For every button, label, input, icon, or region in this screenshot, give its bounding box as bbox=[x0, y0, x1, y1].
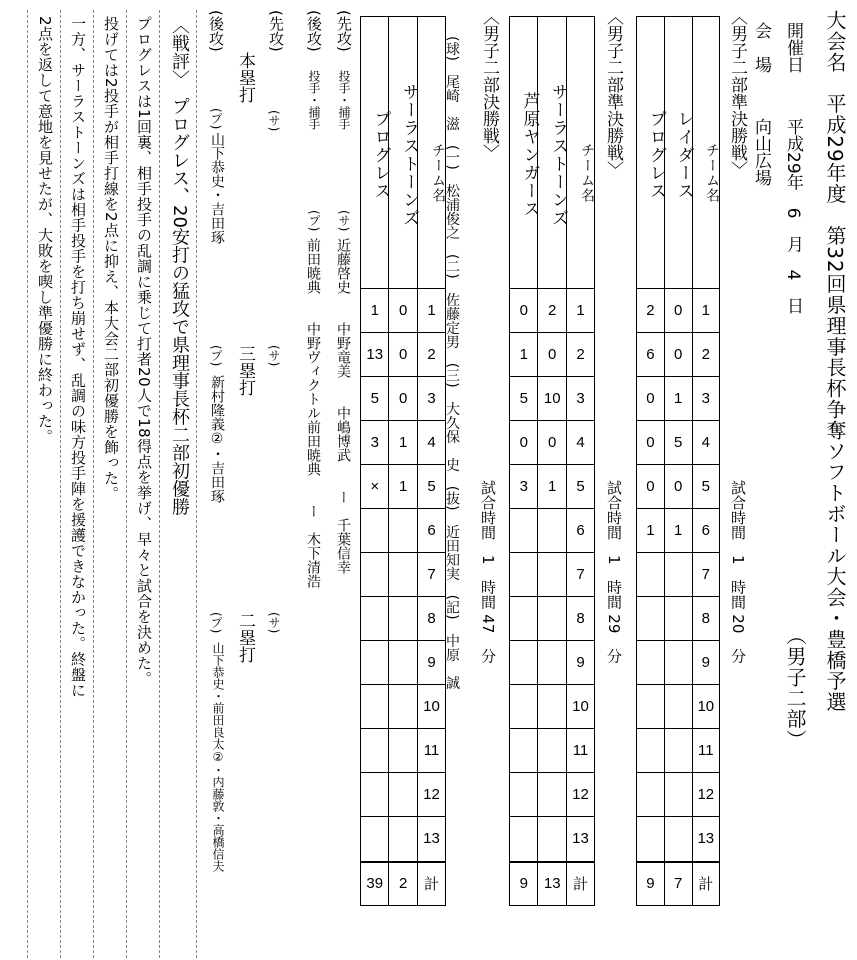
inning-label: 12 bbox=[566, 772, 594, 816]
inning-label: 7 bbox=[417, 552, 445, 596]
game1-title: 〈男子二部準決勝戦〉 bbox=[727, 8, 747, 178]
battery-second-list: 前田暁典 中野ヴィクトル前田暁典 ー 木下清浩 bbox=[305, 238, 321, 588]
score-cell: 1 bbox=[361, 289, 389, 333]
inning-label: 5 bbox=[417, 464, 445, 508]
score-cell: 3 bbox=[510, 464, 538, 508]
inning-label: 1 bbox=[566, 289, 594, 333]
inning-label: 6 bbox=[566, 508, 594, 552]
inning-label: 7 bbox=[566, 552, 594, 596]
game1-team2-name: プログレス bbox=[637, 17, 665, 289]
total-cell: 9 bbox=[510, 862, 538, 906]
inning-label: 6 bbox=[417, 508, 445, 552]
inning-label: 12 bbox=[417, 772, 445, 816]
triple-team-second: (プ) bbox=[209, 345, 223, 367]
score-cell: 0 bbox=[637, 464, 665, 508]
inning-label: 13 bbox=[417, 816, 445, 861]
score-cell bbox=[361, 508, 389, 552]
tournament-title: 大会名 平成29年度 第32回県理事長杯争奪ソフトボール大会・豊橋予選 bbox=[823, 10, 847, 713]
score-cell bbox=[538, 640, 566, 684]
score-cell bbox=[510, 728, 538, 772]
inning-label: 2 bbox=[566, 332, 594, 376]
score-cell: 0 bbox=[664, 464, 692, 508]
score-cell bbox=[664, 684, 692, 728]
date-label: 開催日 bbox=[783, 22, 803, 73]
score-cell bbox=[538, 728, 566, 772]
score-cell bbox=[538, 508, 566, 552]
score-cell bbox=[538, 816, 566, 861]
inning-label: 13 bbox=[692, 816, 719, 861]
score-cell: 0 bbox=[637, 420, 665, 464]
triple-title: 三塁打 bbox=[235, 345, 255, 396]
game2-team2-name: 芦原ヤンガース bbox=[510, 17, 538, 289]
score-cell: 5 bbox=[361, 376, 389, 420]
score-cell bbox=[510, 684, 538, 728]
homerun-first-label: (先攻) bbox=[267, 10, 285, 52]
venue-value: 向山広場 bbox=[751, 118, 771, 186]
inning-label: 4 bbox=[566, 420, 594, 464]
score-cell: 3 bbox=[361, 420, 389, 464]
score-cell: 0 bbox=[637, 376, 665, 420]
score-cell: 0 bbox=[389, 332, 417, 376]
battery-first-role: 投手・捕手 bbox=[337, 70, 351, 130]
inning-label: 7 bbox=[692, 552, 719, 596]
total-label: 計 bbox=[417, 862, 445, 906]
game1-time: 試合時間 1 時間 20 分 bbox=[729, 480, 747, 664]
score-cell: 0 bbox=[389, 376, 417, 420]
score-cell bbox=[637, 728, 665, 772]
score-cell: 1 bbox=[664, 376, 692, 420]
divider-line bbox=[60, 10, 61, 958]
divider-line bbox=[93, 10, 94, 958]
score-cell: 0 bbox=[664, 289, 692, 333]
score-cell bbox=[664, 596, 692, 640]
score-cell bbox=[637, 552, 665, 596]
inning-label: 11 bbox=[692, 728, 719, 772]
score-cell bbox=[664, 552, 692, 596]
inning-label: 8 bbox=[692, 596, 719, 640]
score-cell bbox=[389, 508, 417, 552]
game3-title: 〈男子二部決勝戦〉 bbox=[479, 8, 499, 161]
score-cell: 1 bbox=[510, 332, 538, 376]
homerun-first-team: (サ) bbox=[267, 110, 281, 132]
score-cell: 0 bbox=[664, 332, 692, 376]
inning-label: 9 bbox=[692, 640, 719, 684]
score-cell bbox=[637, 640, 665, 684]
score-cell: 0 bbox=[510, 420, 538, 464]
inning-label: 9 bbox=[417, 640, 445, 684]
game2-title: 〈男子二部準決勝戦〉 bbox=[603, 8, 623, 178]
total-cell: 7 bbox=[664, 862, 692, 906]
inning-label: 9 bbox=[566, 640, 594, 684]
score-cell: 1 bbox=[664, 508, 692, 552]
score-cell bbox=[664, 640, 692, 684]
score-cell bbox=[361, 596, 389, 640]
score-cell bbox=[538, 596, 566, 640]
score-cell bbox=[389, 684, 417, 728]
inning-label: 5 bbox=[692, 464, 719, 508]
score-cell bbox=[510, 552, 538, 596]
score-cell bbox=[361, 684, 389, 728]
score-cell: 1 bbox=[389, 464, 417, 508]
total-label: 計 bbox=[566, 862, 594, 906]
double-title: 二塁打 bbox=[235, 612, 255, 663]
triple-list: 新村隆義②・吉田琢 bbox=[209, 375, 225, 503]
game1-scoreboard bbox=[636, 16, 720, 906]
inning-label: 2 bbox=[417, 332, 445, 376]
game2-col-header: チーム名 bbox=[566, 17, 594, 289]
score-cell bbox=[538, 552, 566, 596]
score-cell: 1 bbox=[389, 420, 417, 464]
total-cell: 2 bbox=[389, 862, 417, 906]
homerun-title: 本塁打 bbox=[235, 52, 255, 103]
total-cell: 39 bbox=[361, 862, 389, 906]
score-cell: 6 bbox=[637, 332, 665, 376]
score-cell: × bbox=[361, 464, 389, 508]
score-cell bbox=[664, 772, 692, 816]
game3-team2-name: プログレス bbox=[361, 17, 389, 289]
battery-second-role: 投手・捕手 bbox=[307, 70, 321, 130]
division-label: （男子二部） bbox=[783, 625, 807, 751]
divider-line bbox=[159, 10, 160, 958]
inning-label: 6 bbox=[692, 508, 719, 552]
score-cell bbox=[361, 640, 389, 684]
score-cell bbox=[637, 596, 665, 640]
inning-label: 1 bbox=[692, 289, 719, 333]
review-line-1: プログレスは1回裏、相手投手の乱調に乗じて打者20人で18得点を挙げ、早々と試合を決めた。 bbox=[135, 16, 153, 687]
homerun-second-label: (後攻) bbox=[207, 10, 225, 52]
venue-label: 会 場 bbox=[751, 22, 771, 73]
score-cell bbox=[538, 684, 566, 728]
inning-label: 8 bbox=[566, 596, 594, 640]
score-cell: 0 bbox=[538, 420, 566, 464]
review-line-3: 一方、サーラストーンズは相手投手を打ち崩せず、乱調の味方投手陣を援護できなかった。終盤に bbox=[69, 16, 87, 698]
battery-first-list: 近藤啓史 中野竜美 中嶋博武 ー 千葉信幸 bbox=[335, 238, 351, 574]
score-cell bbox=[361, 552, 389, 596]
score-cell: 0 bbox=[538, 332, 566, 376]
score-cell bbox=[389, 728, 417, 772]
score-cell bbox=[389, 772, 417, 816]
score-cell: 1 bbox=[538, 464, 566, 508]
game3-time: 試合時間 1 時間 47 分 bbox=[479, 480, 497, 664]
score-cell bbox=[637, 772, 665, 816]
inning-label: 13 bbox=[566, 816, 594, 861]
score-cell: 13 bbox=[361, 332, 389, 376]
score-cell bbox=[361, 772, 389, 816]
score-cell bbox=[389, 552, 417, 596]
inning-label: 3 bbox=[417, 376, 445, 420]
score-cell bbox=[664, 816, 692, 861]
battery-first-team: (サ) bbox=[337, 210, 351, 232]
game1-col-header: チーム名 bbox=[692, 17, 719, 289]
inning-label: 1 bbox=[417, 289, 445, 333]
game3-scoreboard bbox=[360, 16, 446, 906]
inning-label: 4 bbox=[692, 420, 719, 464]
inning-label: 8 bbox=[417, 596, 445, 640]
score-cell bbox=[510, 772, 538, 816]
score-cell bbox=[389, 640, 417, 684]
score-cell bbox=[361, 816, 389, 861]
inning-label: 10 bbox=[417, 684, 445, 728]
score-cell: 10 bbox=[538, 376, 566, 420]
double-team-first: (サ) bbox=[267, 612, 281, 634]
triple-team-first: (サ) bbox=[267, 345, 281, 367]
homerun-second-list: 山下恭史・吉田琢 bbox=[209, 132, 225, 244]
score-cell: 2 bbox=[637, 289, 665, 333]
game2-scoreboard bbox=[509, 16, 595, 906]
score-cell: 2 bbox=[538, 289, 566, 333]
score-cell bbox=[664, 728, 692, 772]
battery-first-label: (先攻) bbox=[335, 10, 353, 52]
double-list: 山下恭史・前田良太②・内藤敦・高橋信夫 bbox=[211, 642, 225, 872]
score-cell: 5 bbox=[664, 420, 692, 464]
divider-line bbox=[126, 10, 127, 958]
game3-team1-name: サーラストーンズ bbox=[389, 17, 417, 289]
total-label: 計 bbox=[692, 862, 719, 906]
double-team-second: (プ) bbox=[209, 612, 223, 634]
score-cell: 0 bbox=[510, 289, 538, 333]
inning-label: 4 bbox=[417, 420, 445, 464]
review-line-4: 2点を返して意地を見せたが、大敗を喫し準優勝に終わった。 bbox=[36, 16, 54, 445]
game3-col-header: チーム名 bbox=[417, 17, 445, 289]
battery-second-label: (後攻) bbox=[305, 10, 323, 52]
score-cell bbox=[637, 684, 665, 728]
game1-team1-name: レイダース bbox=[664, 17, 692, 289]
inning-label: 10 bbox=[566, 684, 594, 728]
inning-label: 3 bbox=[692, 376, 719, 420]
inning-label: 5 bbox=[566, 464, 594, 508]
score-cell bbox=[361, 728, 389, 772]
review-line-2: 投げては2投手が相手打線を2点に抑え、本大会二部初優勝を飾った。 bbox=[102, 16, 120, 502]
score-cell: 1 bbox=[637, 508, 665, 552]
inning-label: 10 bbox=[692, 684, 719, 728]
divider-line bbox=[27, 10, 28, 958]
inning-label: 11 bbox=[566, 728, 594, 772]
homerun-second-team: (プ) bbox=[209, 108, 223, 130]
inning-label: 3 bbox=[566, 376, 594, 420]
total-cell: 9 bbox=[637, 862, 665, 906]
inning-label: 2 bbox=[692, 332, 719, 376]
score-cell bbox=[510, 596, 538, 640]
total-cell: 13 bbox=[538, 862, 566, 906]
inning-label: 12 bbox=[692, 772, 719, 816]
score-cell bbox=[538, 772, 566, 816]
battery-second-team: (プ) bbox=[307, 210, 321, 232]
score-cell: 5 bbox=[510, 376, 538, 420]
review-heading: 〈戦評〉 プログレス、20安打の猛攻で県理事長杯二部初優勝 bbox=[169, 16, 190, 516]
score-cell bbox=[389, 816, 417, 861]
score-cell bbox=[510, 816, 538, 861]
game2-team1-name: サーラストーンズ bbox=[538, 17, 566, 289]
inning-label: 11 bbox=[417, 728, 445, 772]
date-value: 平成29年 6 月 4 日 bbox=[783, 118, 803, 315]
score-cell: 0 bbox=[389, 289, 417, 333]
score-cell bbox=[510, 640, 538, 684]
divider-line bbox=[196, 10, 197, 958]
score-cell bbox=[637, 816, 665, 861]
score-cell bbox=[510, 508, 538, 552]
umpires-list: (球) 尾崎 滋 (一) 松浦俊之 (二) 佐藤定男 (三) 大久保 史 (抜) 近田知実 (記) 中原 誠 bbox=[444, 36, 460, 690]
game2-time: 試合時間 1 時間 29 分 bbox=[605, 480, 623, 664]
score-cell bbox=[389, 596, 417, 640]
